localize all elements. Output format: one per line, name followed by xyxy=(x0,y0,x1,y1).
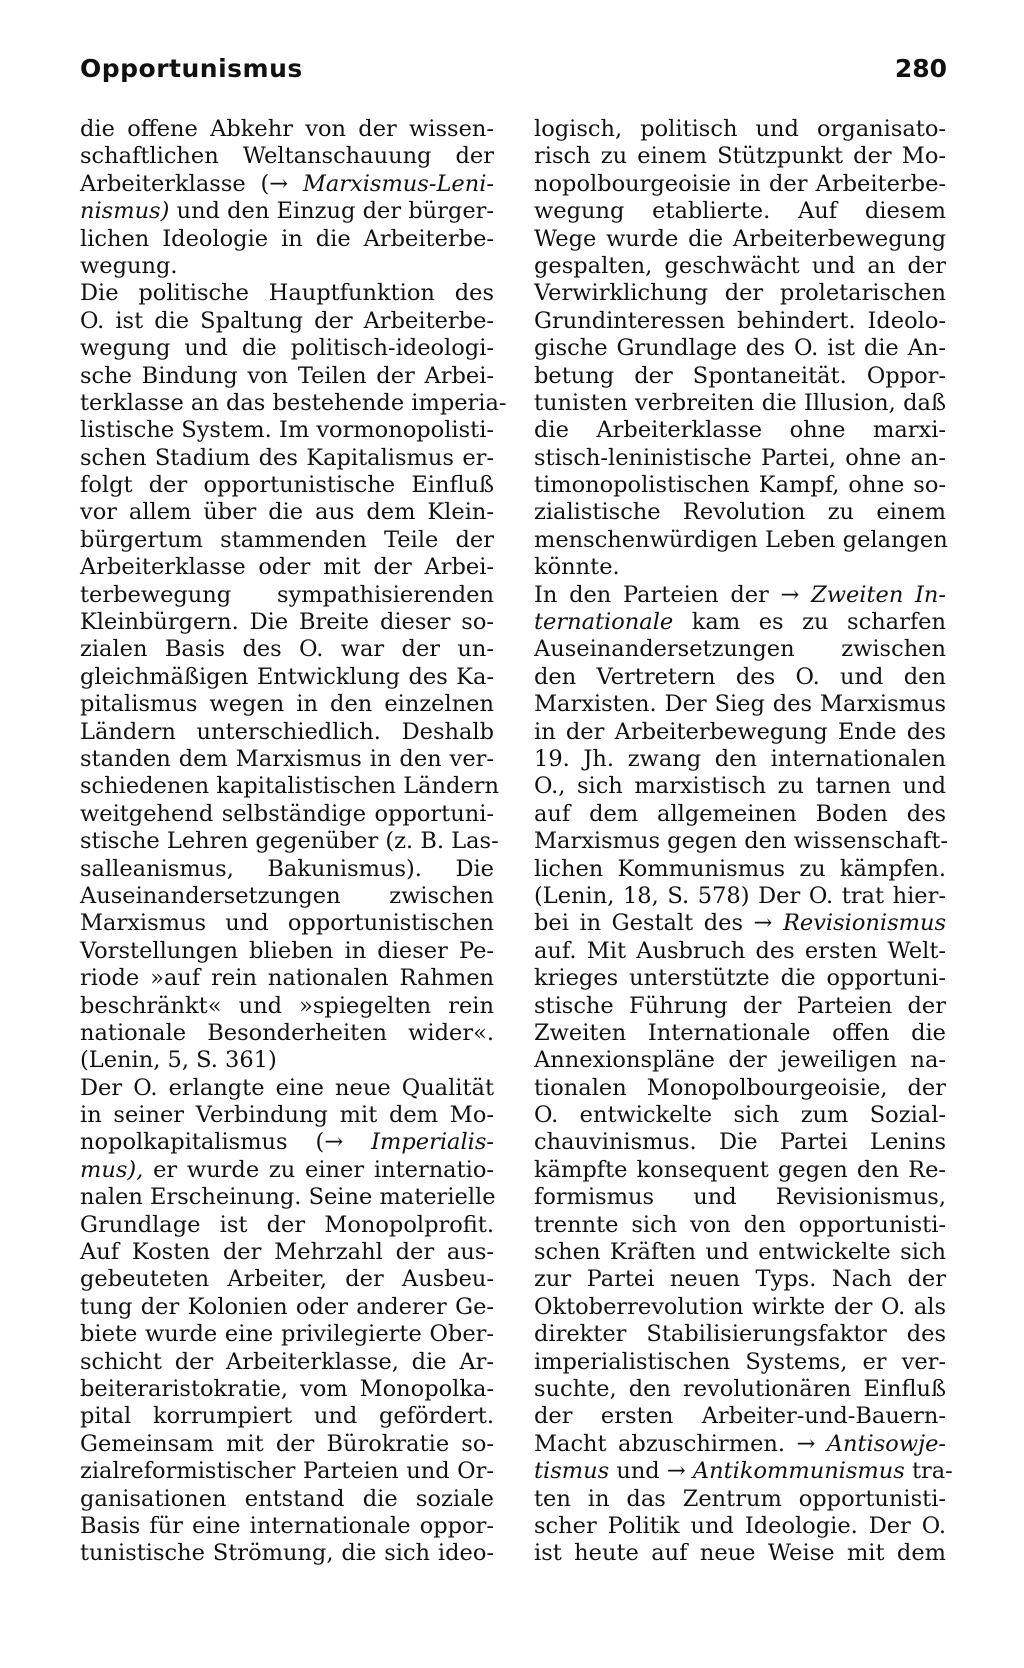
text-line xyxy=(534,1403,946,1430)
text-line xyxy=(80,1239,494,1266)
text-segment: schicht der Arbeiterklasse, die Ar- xyxy=(80,1348,494,1375)
text-segment: Marxismus gegen den wissenschaft- xyxy=(534,828,948,855)
text-line xyxy=(534,1294,946,1321)
text-segment: Basis für eine internationale oppor- xyxy=(80,1512,494,1539)
text-line xyxy=(534,746,946,773)
text-segment: Kleinbürgern. Die Breite dieser so- xyxy=(80,609,494,636)
cross-reference: Zweiten In- xyxy=(811,581,946,608)
text-line xyxy=(80,335,494,362)
text-line xyxy=(80,993,494,1020)
text-segment: beschränkt« und »spiegelten rein xyxy=(80,992,494,1019)
text-line xyxy=(80,1294,494,1321)
text-line xyxy=(80,198,494,225)
text-segment: stische Führung der Parteien der xyxy=(534,992,946,1019)
text-line xyxy=(534,1129,946,1156)
text-line xyxy=(534,636,946,663)
text-segment: nalen Erscheinung. Seine materielle xyxy=(80,1184,496,1211)
text-line xyxy=(80,417,494,444)
text-line xyxy=(534,1212,946,1239)
text-segment: wegung etablierte. Auf diesem xyxy=(534,198,946,225)
text-line xyxy=(534,719,946,746)
text-line xyxy=(80,1513,494,1540)
text-segment: könnte. xyxy=(534,554,620,581)
text-segment: (Lenin, 18, S. 578) Der O. trat hier- xyxy=(534,882,946,909)
text-line xyxy=(80,308,494,335)
text-segment: betung der Spontaneität. Oppor- xyxy=(534,362,946,389)
text-segment: pital korrumpiert und gefördert. xyxy=(80,1403,494,1430)
text-line xyxy=(534,1239,946,1266)
text-segment: Vorstellungen blieben in dieser Pe- xyxy=(80,937,494,964)
text-segment: die Arbeiterklasse ohne marxi- xyxy=(534,417,946,444)
text-segment: direkter Stabilisierungsfaktor des xyxy=(534,1321,946,1348)
text-line xyxy=(534,883,946,910)
text-line xyxy=(534,527,946,554)
text-segment: Auseinandersetzungen zwischen xyxy=(534,636,946,663)
text-line xyxy=(80,965,494,992)
text-line xyxy=(534,390,946,417)
text-segment: formismus und Revisionismus, xyxy=(534,1184,946,1211)
text-line xyxy=(534,554,946,581)
text-line xyxy=(80,719,494,746)
text-line xyxy=(534,1075,946,1102)
text-line xyxy=(80,472,494,499)
text-segment: Grundlage ist der Monopolprofit. xyxy=(80,1211,494,1238)
text-line xyxy=(80,226,494,253)
text-line xyxy=(534,280,946,307)
text-segment: Macht abzuschirmen. → xyxy=(534,1430,827,1457)
text-segment: Zweiten Internationale offen die xyxy=(534,1019,946,1046)
text-segment: tionalen Monopolbourgeoisie, der xyxy=(534,1074,946,1101)
text-segment: gespalten, geschwächt und an der xyxy=(534,252,946,279)
text-line xyxy=(80,582,494,609)
text-line xyxy=(80,1376,494,1403)
text-line xyxy=(534,1513,946,1540)
text-segment: tunistische Strömung, die sich ideo- xyxy=(80,1540,494,1567)
text-segment: Auf Kosten der Mehrzahl der aus- xyxy=(80,1239,494,1266)
text-line xyxy=(80,554,494,581)
cross-reference: ternationale xyxy=(534,609,674,636)
text-line xyxy=(534,664,946,691)
text-line xyxy=(80,1157,494,1184)
text-line xyxy=(80,1458,494,1485)
text-line xyxy=(80,664,494,691)
text-line xyxy=(80,1047,494,1074)
text-segment: terklasse an das bestehende imperia- xyxy=(80,389,507,416)
text-line xyxy=(80,116,494,143)
text-segment: logisch, politisch und organisato- xyxy=(534,116,946,142)
text-segment: pitalismus wegen in den einzelnen xyxy=(80,691,494,718)
text-segment: In den Parteien der → xyxy=(534,581,812,608)
text-segment: schaftlichen Weltanschauung der xyxy=(80,143,494,170)
text-line xyxy=(534,691,946,718)
text-segment: beiteraristokratie, vom Monopolka- xyxy=(80,1375,494,1402)
text-segment: nopolkapitalismus (→ xyxy=(80,1129,372,1156)
text-line xyxy=(80,773,500,800)
text-segment: wegung. xyxy=(80,252,178,279)
text-line xyxy=(80,910,494,937)
text-line xyxy=(534,226,946,253)
text-segment: folgt der opportunistische Einfluß xyxy=(80,472,494,499)
text-line xyxy=(534,445,946,472)
cross-reference: mus), xyxy=(80,1156,144,1183)
text-segment: krieges unterstützte die opportuni- xyxy=(534,965,946,992)
text-line xyxy=(534,1431,946,1458)
text-line xyxy=(534,1157,946,1184)
text-segment: zur Partei neuen Typs. Nach der xyxy=(534,1266,946,1293)
text-segment: tunisten verbreiten die Illusion, daß xyxy=(534,389,946,416)
text-segment: stisch-leninistische Partei, ohne an- xyxy=(534,444,946,471)
text-line xyxy=(80,1266,494,1293)
text-segment: vor allem über die aus dem Klein- xyxy=(80,499,494,526)
text-line xyxy=(80,1486,494,1513)
text-segment: bei in Gestalt des → xyxy=(534,910,783,937)
text-line xyxy=(80,691,494,718)
text-line xyxy=(80,1075,494,1102)
text-segment: timonopolistischen Kampf, ohne so- xyxy=(534,472,946,499)
text-line xyxy=(80,1431,494,1458)
text-line xyxy=(534,1102,946,1129)
text-segment: terbewegung sympathisierenden xyxy=(80,581,494,608)
text-line xyxy=(534,993,946,1020)
text-line xyxy=(534,171,946,198)
text-line xyxy=(534,965,946,992)
text-segment: wegung und die politisch-ideologi- xyxy=(80,335,494,362)
text-line xyxy=(534,198,946,225)
text-line xyxy=(80,143,494,170)
text-segment: gleichmäßigen Entwicklung des Ka- xyxy=(80,663,494,690)
text-segment: lichen Kommunismus zu kämpfen. xyxy=(534,855,946,882)
text-line xyxy=(80,636,494,663)
text-line xyxy=(534,363,946,390)
text-segment: Gemeinsam mit der Bürokratie so- xyxy=(80,1430,494,1457)
text-line xyxy=(534,417,946,444)
text-line xyxy=(534,856,946,883)
text-line xyxy=(80,363,494,390)
text-segment: Arbeiterklasse oder mit der Arbei- xyxy=(80,554,494,581)
text-line xyxy=(534,582,946,609)
text-segment: in seiner Verbindung mit dem Mo- xyxy=(80,1102,494,1129)
text-line xyxy=(534,938,946,965)
text-line xyxy=(80,253,494,280)
text-line xyxy=(534,116,946,143)
cross-reference: Imperialis- xyxy=(371,1129,494,1156)
text-segment: der ersten Arbeiter-und-Bauern- xyxy=(534,1403,946,1430)
cross-reference: Revisionismus xyxy=(782,910,946,937)
text-segment: die offene Abkehr von der wissen- xyxy=(80,116,494,142)
text-line xyxy=(534,253,946,280)
text-segment: imperialistischen Systems, er ver- xyxy=(534,1348,946,1375)
text-segment: schen Kräften und entwickelte sich xyxy=(534,1239,946,1266)
text-line xyxy=(80,445,494,472)
text-line xyxy=(534,143,946,170)
text-segment: weitgehend selbständige opportuni- xyxy=(80,800,494,827)
text-line xyxy=(80,389,507,417)
text-segment: lichen Ideologie in die Arbeiterbe- xyxy=(80,225,494,252)
text-segment: standen dem Marxismus in den ver- xyxy=(80,745,494,772)
text-segment: Grundinteressen behindert. Ideolo- xyxy=(534,307,946,334)
text-segment: ganisationen entstand die soziale xyxy=(80,1485,494,1512)
text-line xyxy=(80,828,499,855)
right-column xyxy=(534,116,953,1568)
text-segment: Verwirklichung der proletarischen xyxy=(534,280,946,307)
text-line xyxy=(80,1540,494,1567)
text-line xyxy=(80,1403,494,1430)
text-segment: zialen Basis des O. war der un- xyxy=(80,636,494,663)
text-line xyxy=(534,609,946,636)
text-line xyxy=(534,499,946,526)
text-segment: O. ist die Spaltung der Arbeiterbe- xyxy=(80,307,494,334)
text-line xyxy=(534,1266,946,1293)
text-segment: listische System. Im vormonopolisti- xyxy=(80,417,494,444)
text-line xyxy=(80,1212,494,1239)
text-line xyxy=(534,1020,946,1047)
text-segment: O. entwickelte sich zum Sozial- xyxy=(534,1102,946,1129)
text-segment: zialreformistischer Parteien und Or- xyxy=(80,1458,494,1485)
cross-reference: Antikommunismus xyxy=(692,1458,905,1485)
text-segment: schiedenen kapitalistischen Ländern xyxy=(80,773,500,800)
text-segment: den Vertretern des O. und den xyxy=(534,663,946,690)
text-line xyxy=(534,1349,946,1376)
text-line xyxy=(534,1540,946,1567)
text-segment: stische Lehren gegenüber (z. B. Las- xyxy=(80,828,499,855)
text-segment: gische Grundlage des O. ist die An- xyxy=(534,335,946,362)
text-line xyxy=(80,609,494,636)
text-segment: riode »auf rein nationalen Rahmen xyxy=(80,965,494,992)
text-segment: ten in das Zentrum opportunisti- xyxy=(534,1485,946,1512)
text-line xyxy=(534,1376,946,1403)
text-line xyxy=(534,773,946,800)
text-line xyxy=(534,1047,946,1074)
text-segment: scher Politik und Ideologie. Der O. xyxy=(534,1512,946,1539)
text-segment: Arbeiterklasse (→ xyxy=(80,170,303,197)
text-line xyxy=(534,1321,946,1348)
text-segment: tra- xyxy=(904,1458,953,1485)
text-segment: bürgertum stammenden Teile der xyxy=(80,526,494,553)
text-segment: risch zu einem Stützpunkt der Mo- xyxy=(534,143,946,170)
text-line xyxy=(534,910,946,937)
text-segment: schen Stadium des Kapitalismus er- xyxy=(80,444,494,471)
text-segment: tung der Kolonien oder anderer Ge- xyxy=(80,1293,494,1320)
text-segment: Ländern unterschiedlich. Deshalb xyxy=(80,718,494,745)
text-segment: O., sich marxistisch zu tarnen und xyxy=(534,773,946,800)
text-segment: gebeuteten Arbeiter, der Ausbeu- xyxy=(80,1266,494,1293)
text-line xyxy=(534,472,946,499)
entry-title: Opportunismus xyxy=(80,54,303,83)
text-segment: kam es zu scharfen xyxy=(673,609,946,636)
page-number: 280 xyxy=(894,54,947,83)
text-line xyxy=(534,1486,946,1513)
text-segment: er wurde zu einer internatio- xyxy=(143,1156,494,1183)
text-line xyxy=(80,1102,494,1129)
text-line xyxy=(534,801,946,828)
text-segment: und den Einzug der bürger- xyxy=(169,198,494,225)
cross-reference: nismus) xyxy=(80,198,170,225)
text-line xyxy=(534,828,946,855)
text-line xyxy=(80,280,494,307)
text-line xyxy=(80,746,494,773)
cross-reference: Antisowje- xyxy=(826,1430,946,1457)
text-segment: in der Arbeiterbewegung Ende des xyxy=(534,718,946,745)
text-segment: ist heute auf neue Weise mit dem xyxy=(534,1540,946,1567)
text-line xyxy=(80,856,494,883)
text-line xyxy=(534,308,946,335)
text-segment: salleanismus, Bakunismus). Die xyxy=(80,855,494,882)
text-line xyxy=(80,1184,494,1211)
text-line xyxy=(534,1458,953,1485)
text-segment: suchte, den revolutionären Einfluß xyxy=(534,1375,946,1402)
text-line xyxy=(80,171,494,198)
text-line xyxy=(80,801,494,828)
text-segment: zialistische Revolution zu einem xyxy=(534,499,946,526)
text-line xyxy=(80,938,494,965)
text-segment: Der O. erlangte eine neue Qualität xyxy=(80,1074,494,1101)
text-line xyxy=(80,883,494,910)
text-line xyxy=(80,1349,494,1376)
text-line xyxy=(80,1020,494,1047)
left-column xyxy=(80,116,507,1568)
cross-reference: Marxismus-Leni- xyxy=(302,170,494,197)
text-segment: nopolbourgeoisie in der Arbeiterbe- xyxy=(534,170,946,197)
text-line xyxy=(80,1321,494,1348)
text-segment: und → xyxy=(609,1458,693,1485)
text-segment: Oktoberrevolution wirkte der O. als xyxy=(534,1293,946,1320)
text-segment: menschenwürdigen Leben gelangen xyxy=(534,526,948,553)
text-segment: Wege wurde die Arbeiterbewegung xyxy=(534,225,946,252)
text-segment: Marxismus und opportunistischen xyxy=(80,910,494,937)
text-segment: (Lenin, 5, S. 361) xyxy=(80,1047,277,1074)
text-segment: biete wurde eine privilegierte Ober- xyxy=(80,1321,494,1348)
text-segment: chauvinismus. Die Partei Lenins xyxy=(534,1129,946,1156)
text-line xyxy=(534,335,946,362)
text-line xyxy=(80,1129,494,1156)
text-segment: kämpfte konsequent gegen den Re- xyxy=(534,1156,946,1183)
text-segment: 19. Jh. zwang den internationalen xyxy=(534,745,946,772)
cross-reference: tismus xyxy=(534,1458,610,1485)
text-segment: auf. Mit Ausbruch des ersten Welt- xyxy=(534,937,946,964)
text-line xyxy=(534,1184,946,1211)
text-segment: sche Bindung von Teilen der Arbei- xyxy=(80,362,494,389)
text-segment: Die politische Hauptfunktion des xyxy=(80,280,494,307)
text-segment: Annexionspläne der jeweiligen na- xyxy=(534,1047,946,1074)
text-segment: auf dem allgemeinen Boden des xyxy=(534,800,946,827)
text-segment: nationale Besonderheiten wider«. xyxy=(80,1019,494,1046)
text-segment: trennte sich von den opportunisti- xyxy=(534,1211,946,1238)
text-line xyxy=(80,499,494,526)
text-line xyxy=(80,527,494,554)
text-segment: Auseinandersetzungen zwischen xyxy=(80,882,494,909)
text-segment: Marxisten. Der Sieg des Marxismus xyxy=(534,691,946,718)
